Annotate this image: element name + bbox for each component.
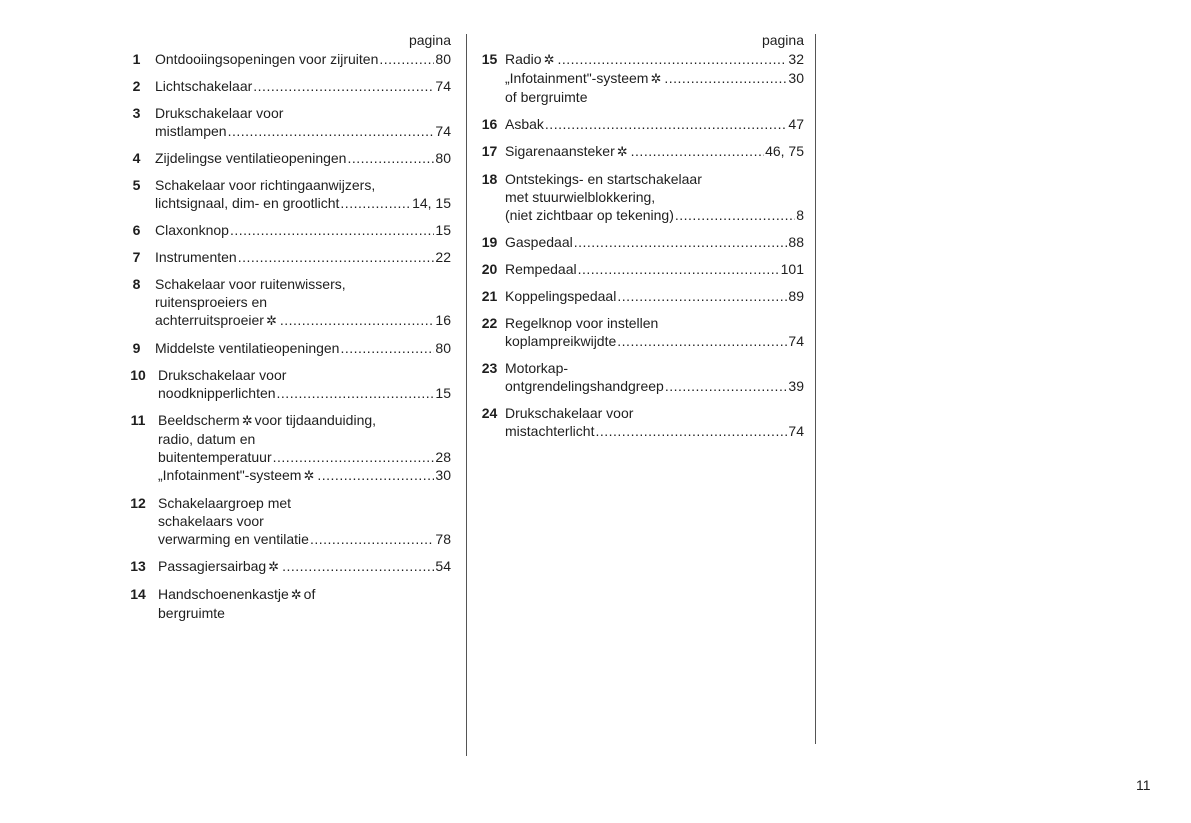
optional-equipment-icon: ✲ bbox=[616, 144, 628, 159]
index-entry bbox=[118, 176, 451, 212]
index-entry bbox=[118, 221, 451, 239]
page-number: 11 bbox=[1136, 777, 1151, 793]
entry-line bbox=[158, 604, 451, 622]
optional-equipment-icon: ✲ bbox=[265, 313, 277, 328]
entry-text: „Infotainment"-systeem bbox=[158, 467, 302, 483]
entry-text: Drukschakelaar voor bbox=[158, 367, 287, 383]
entry-line bbox=[158, 585, 451, 604]
page-reference: 30 bbox=[788, 70, 804, 86]
dot-leader bbox=[664, 69, 787, 87]
entry-text: Handschoenenkastje bbox=[158, 586, 289, 602]
dot-leader bbox=[631, 142, 764, 160]
entry-text: verwarming en ventilatie bbox=[158, 531, 309, 547]
entry-body bbox=[505, 287, 804, 305]
entry-line bbox=[505, 188, 804, 206]
entry-line bbox=[158, 512, 451, 530]
entry-text: (niet zichtbaar op tekening) bbox=[505, 207, 674, 223]
entry-body bbox=[505, 233, 804, 251]
entry-body bbox=[155, 248, 451, 266]
page-reference: 88 bbox=[788, 234, 804, 250]
entry-number: 9 bbox=[132, 340, 141, 356]
entry-text: Ontdooiingsopeningen voor zijruiten bbox=[155, 51, 379, 67]
dot-leader bbox=[558, 50, 788, 68]
entry-body bbox=[155, 176, 451, 212]
entry-text: Zijdelingse ventilatieopeningen bbox=[155, 150, 347, 166]
entry-text: lichtsignaal, dim- en grootlicht bbox=[155, 195, 340, 211]
optional-equipment-icon: ✲ bbox=[268, 559, 280, 574]
entry-text: Asbak bbox=[505, 116, 544, 132]
index-list-right bbox=[474, 50, 804, 440]
page-reference: 54 bbox=[435, 558, 451, 574]
entry-text: noodknipperlichten bbox=[158, 385, 276, 401]
entry-text: Ontstekings- en startschakelaar bbox=[505, 171, 702, 187]
page-reference: 78 bbox=[435, 531, 451, 547]
entry-text: Sigarenaansteker bbox=[505, 143, 615, 159]
entry-line bbox=[155, 221, 451, 239]
index-entry bbox=[118, 248, 451, 266]
entry-body bbox=[158, 366, 451, 402]
entry-number: 20 bbox=[481, 261, 498, 277]
page-reference: 8 bbox=[796, 207, 804, 223]
entry-number: 22 bbox=[481, 315, 498, 331]
entry-text: Motorkap- bbox=[505, 360, 569, 376]
entry-text-after: of bbox=[303, 586, 316, 602]
page-reference: 30 bbox=[435, 467, 451, 483]
entry-number: 14 bbox=[130, 586, 146, 602]
entry-line bbox=[505, 69, 804, 88]
dot-leader bbox=[379, 50, 434, 68]
entry-body bbox=[155, 275, 451, 330]
index-entry bbox=[474, 115, 804, 133]
entry-text: Drukschakelaar voor bbox=[505, 405, 634, 421]
entry-number: 24 bbox=[481, 405, 498, 421]
entry-line bbox=[155, 275, 451, 293]
entry-line bbox=[158, 494, 451, 512]
index-entry bbox=[118, 77, 451, 95]
entry-line bbox=[505, 377, 804, 395]
dot-leader bbox=[617, 332, 787, 350]
entry-line bbox=[158, 448, 451, 466]
entry-text: schakelaars voor bbox=[158, 513, 264, 529]
entry-body bbox=[155, 221, 451, 239]
entry-line bbox=[505, 422, 804, 440]
index-entry bbox=[474, 287, 804, 305]
entry-line bbox=[155, 194, 451, 212]
index-entry bbox=[474, 142, 804, 161]
index-list-left bbox=[118, 50, 451, 622]
entry-number: 6 bbox=[132, 222, 141, 238]
page-reference: 101 bbox=[780, 261, 804, 277]
entry-body bbox=[158, 494, 451, 548]
entry-text: mistlampen bbox=[155, 123, 227, 139]
index-entry bbox=[474, 404, 804, 440]
entry-number: 18 bbox=[481, 171, 498, 187]
entry-body bbox=[158, 557, 451, 576]
entry-number: 16 bbox=[481, 116, 498, 132]
column-divider bbox=[466, 34, 467, 756]
entry-text: Radio bbox=[505, 51, 542, 67]
entry-number: 5 bbox=[132, 177, 141, 193]
entry-body bbox=[158, 585, 451, 622]
entry-text: radio, datum en bbox=[158, 431, 256, 447]
entry-body bbox=[505, 314, 804, 350]
entry-line bbox=[158, 366, 451, 384]
entry-line bbox=[505, 260, 804, 278]
dot-leader bbox=[340, 339, 434, 357]
index-entry bbox=[118, 494, 451, 548]
dot-leader bbox=[277, 384, 435, 402]
entry-line bbox=[505, 314, 804, 332]
page-reference: 80 bbox=[435, 340, 451, 356]
entry-line bbox=[158, 430, 451, 448]
entry-body bbox=[505, 260, 804, 278]
entry-line bbox=[505, 359, 804, 377]
dot-leader bbox=[578, 260, 780, 278]
entry-number: 1 bbox=[132, 51, 141, 67]
index-entry bbox=[474, 260, 804, 278]
entry-line bbox=[505, 287, 804, 305]
index-entry bbox=[118, 366, 451, 402]
entry-line bbox=[505, 142, 804, 161]
entry-number: 15 bbox=[481, 51, 498, 67]
entry-text: „Infotainment"-systeem bbox=[505, 70, 649, 86]
entry-number: 17 bbox=[481, 143, 498, 159]
dot-leader bbox=[340, 194, 411, 212]
entry-line bbox=[155, 77, 451, 95]
dot-leader bbox=[253, 77, 434, 95]
page-reference: 15 bbox=[435, 385, 451, 401]
entry-number: 4 bbox=[132, 150, 141, 166]
right-column bbox=[474, 30, 804, 449]
entry-number: 12 bbox=[130, 495, 146, 511]
entry-line bbox=[505, 88, 804, 106]
entry-number: 10 bbox=[130, 367, 146, 383]
page-reference: 80 bbox=[435, 51, 451, 67]
entry-text: Koppelingspedaal bbox=[505, 288, 617, 304]
entry-number: 7 bbox=[132, 249, 141, 265]
left-column bbox=[118, 30, 451, 631]
dot-leader bbox=[665, 377, 788, 395]
page-reference: 74 bbox=[435, 123, 451, 139]
entry-body bbox=[505, 359, 804, 395]
index-entry bbox=[474, 359, 804, 395]
entry-line bbox=[155, 248, 451, 266]
entry-text: achterruitsproeier bbox=[155, 312, 264, 328]
optional-equipment-icon: ✲ bbox=[290, 587, 302, 602]
entry-body bbox=[155, 50, 451, 68]
entry-line bbox=[505, 170, 804, 188]
entry-line bbox=[505, 332, 804, 350]
column-divider-right bbox=[815, 34, 816, 744]
entry-body bbox=[505, 404, 804, 440]
entry-number: 19 bbox=[481, 234, 498, 250]
entry-body bbox=[155, 104, 451, 140]
page-reference: 22 bbox=[435, 249, 451, 265]
dot-leader bbox=[273, 448, 435, 466]
page-reference: 28 bbox=[435, 449, 451, 465]
entry-text: met stuurwielblokkering, bbox=[505, 189, 656, 205]
entry-line bbox=[158, 384, 451, 402]
entry-line bbox=[158, 466, 451, 485]
entry-number: 2 bbox=[132, 78, 141, 94]
entry-text: Drukschakelaar voor bbox=[155, 105, 284, 121]
entry-line bbox=[505, 404, 804, 422]
entry-number: 21 bbox=[481, 288, 498, 304]
entry-line bbox=[155, 311, 451, 330]
dot-leader bbox=[282, 557, 434, 575]
index-entry bbox=[118, 411, 451, 485]
entry-text-after: voor tijdaanduiding, bbox=[254, 412, 377, 428]
entry-text: Schakelaargroep met bbox=[158, 495, 292, 511]
index-entry bbox=[118, 50, 451, 68]
index-entry bbox=[474, 314, 804, 350]
entry-line bbox=[505, 206, 804, 224]
optional-equipment-icon: ✲ bbox=[543, 52, 555, 67]
index-entry bbox=[474, 233, 804, 251]
entry-number: 11 bbox=[130, 412, 146, 428]
entry-number: 13 bbox=[130, 558, 146, 574]
entry-line bbox=[155, 104, 451, 122]
entry-text: ontgrendelingshandgreep bbox=[505, 378, 664, 394]
page-reference: 74 bbox=[435, 78, 451, 94]
index-entry bbox=[474, 170, 804, 224]
entry-text: koplampreikwijdte bbox=[505, 333, 617, 349]
page-reference: 80 bbox=[435, 150, 451, 166]
dot-leader bbox=[310, 530, 434, 548]
entry-text: bergruimte bbox=[158, 605, 225, 621]
optional-equipment-icon: ✲ bbox=[303, 468, 315, 483]
entry-text: of bergruimte bbox=[505, 89, 588, 105]
page-reference: 74 bbox=[788, 333, 804, 349]
entry-number: 3 bbox=[132, 105, 141, 121]
entry-body bbox=[155, 339, 451, 357]
entry-body bbox=[505, 50, 804, 106]
optional-equipment-icon: ✲ bbox=[241, 413, 253, 428]
index-entry bbox=[118, 585, 451, 622]
entry-line bbox=[155, 149, 451, 167]
dot-leader bbox=[574, 233, 788, 251]
page-reference: 16 bbox=[435, 312, 451, 328]
page-reference: 47 bbox=[788, 116, 804, 132]
entry-line bbox=[155, 176, 451, 194]
dot-leader bbox=[230, 221, 434, 239]
entry-body bbox=[505, 142, 804, 161]
entry-body bbox=[155, 149, 451, 167]
page-reference: 14, 15 bbox=[412, 195, 451, 211]
entry-text: Schakelaar voor ruitenwissers, bbox=[155, 276, 346, 292]
entry-number: 8 bbox=[132, 276, 141, 292]
index-entry bbox=[118, 339, 451, 357]
index-entry bbox=[118, 149, 451, 167]
entry-line bbox=[155, 50, 451, 68]
entry-text: Passagiersairbag bbox=[158, 558, 267, 574]
entry-text: Regelknop voor instellen bbox=[505, 315, 659, 331]
dot-leader bbox=[228, 122, 435, 140]
index-entry bbox=[474, 50, 804, 106]
entry-line bbox=[505, 50, 804, 69]
index-entry bbox=[118, 557, 451, 576]
dot-leader bbox=[675, 206, 795, 224]
entry-line bbox=[505, 233, 804, 251]
entry-line bbox=[155, 293, 451, 311]
entry-body bbox=[158, 411, 451, 485]
index-entry bbox=[118, 104, 451, 140]
entry-text: Lichtschakelaar bbox=[155, 78, 253, 94]
entry-text: Middelste ventilatieopeningen bbox=[155, 340, 340, 356]
entry-line bbox=[155, 122, 451, 140]
entry-line bbox=[505, 115, 804, 133]
dot-leader bbox=[595, 422, 787, 440]
page-reference: 32 bbox=[788, 51, 804, 67]
entry-body bbox=[505, 115, 804, 133]
entry-text: Instrumenten bbox=[155, 249, 237, 265]
index-entry bbox=[118, 275, 451, 330]
dot-leader bbox=[238, 248, 435, 266]
column-header-pagina-right: pagina bbox=[761, 32, 804, 48]
entry-line bbox=[158, 530, 451, 548]
optional-equipment-icon: ✲ bbox=[650, 71, 662, 86]
dot-leader bbox=[317, 466, 434, 484]
page-reference: 74 bbox=[788, 423, 804, 439]
entry-text: Rempedaal bbox=[505, 261, 577, 277]
page-reference: 46, 75 bbox=[765, 143, 804, 159]
entry-text: ruitensproeiers en bbox=[155, 294, 268, 310]
page-reference: 39 bbox=[788, 378, 804, 394]
entry-text: Beeldscherm bbox=[158, 412, 240, 428]
entry-number: 23 bbox=[481, 360, 498, 376]
entry-text: Schakelaar voor richtingaanwijzers, bbox=[155, 177, 376, 193]
entry-text: Claxonknop bbox=[155, 222, 229, 238]
entry-body bbox=[155, 77, 451, 95]
page-reference: 89 bbox=[788, 288, 804, 304]
entry-line bbox=[158, 557, 451, 576]
entry-text: buitentemperatuur bbox=[158, 449, 272, 465]
entry-text: mistachterlicht bbox=[505, 423, 595, 439]
dot-leader bbox=[545, 115, 788, 133]
dot-leader bbox=[617, 287, 787, 305]
entry-text: Gaspedaal bbox=[505, 234, 573, 250]
entry-body bbox=[505, 170, 804, 224]
dot-leader bbox=[347, 149, 434, 167]
column-header-pagina: pagina bbox=[408, 32, 451, 48]
dot-leader bbox=[280, 311, 435, 329]
entry-line bbox=[155, 339, 451, 357]
entry-line bbox=[158, 411, 451, 430]
page-reference: 15 bbox=[435, 222, 451, 238]
